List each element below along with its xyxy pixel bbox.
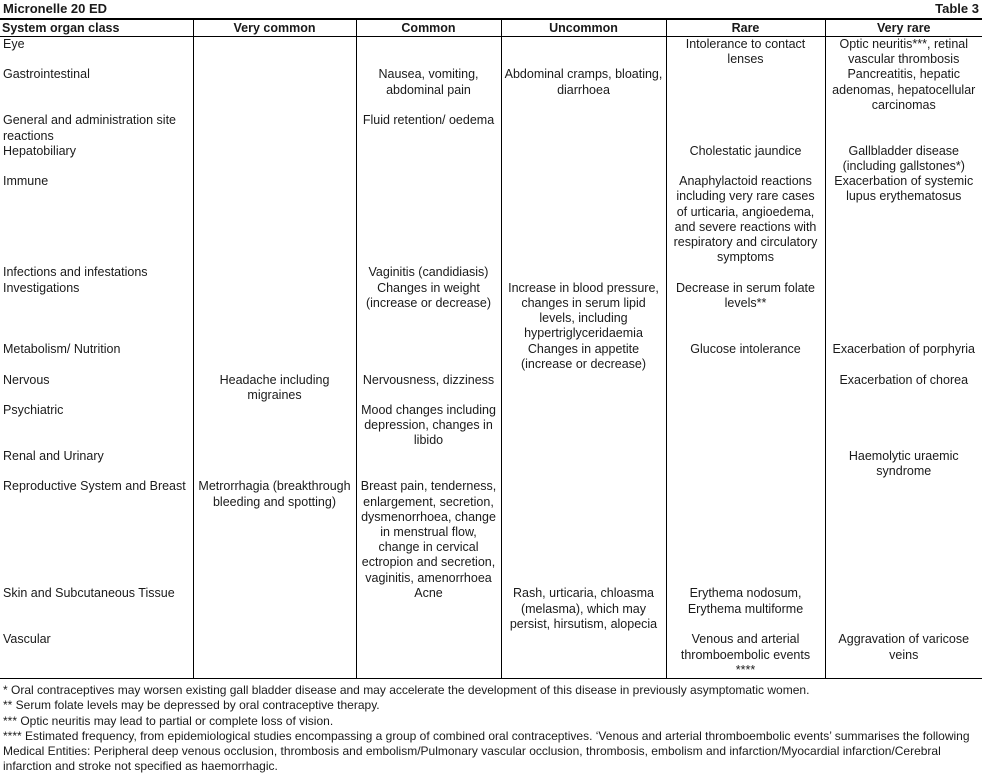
frequency-cell: Headache including migraines xyxy=(193,373,356,403)
frequency-cell: Acne xyxy=(356,586,501,632)
frequency-cell xyxy=(193,586,356,632)
frequency-cell: Glucose intolerance xyxy=(666,342,825,373)
frequency-cell: Nausea, vomiting, abdominal pain xyxy=(356,67,501,113)
system-organ-class-cell: Reproductive System and Breast xyxy=(3,479,186,494)
frequency-cell: Changes in weight (increase or decrease) xyxy=(356,281,501,342)
frequency-cell xyxy=(501,144,666,174)
frequency-cell xyxy=(193,37,356,68)
frequency-cell xyxy=(666,449,825,479)
table-number: Table 3 xyxy=(935,1,979,16)
frequency-cell xyxy=(193,67,356,113)
table-title-bar xyxy=(1,0,981,18)
frequency-cell xyxy=(193,265,356,280)
frequency-cell: Mood changes including depression, changes in libido xyxy=(356,403,501,449)
table-row xyxy=(0,174,982,265)
frequency-cell xyxy=(356,342,501,373)
frequency-cell xyxy=(501,174,666,265)
table-body xyxy=(0,37,982,679)
frequency-cell: Exacerbation of systemic lupus erythematosus xyxy=(825,174,982,265)
table-row xyxy=(0,586,982,632)
frequency-cell: Breast pain, tenderness, enlargement, secretion, dysmenorrhoea, change in menstrual flow, change in cervical ectropion and secretion, vaginitis, amenorrhoea xyxy=(356,479,501,586)
frequency-cell: Vaginitis (candidiasis) xyxy=(356,265,501,280)
table-row xyxy=(0,632,982,678)
frequency-cell: Increase in blood pressure, changes in serum lipid levels, including hypertriglyceridaemia xyxy=(501,281,666,342)
column-header: System organ class xyxy=(0,19,193,37)
column-header: Very common xyxy=(193,19,356,37)
system-organ-class-cell: Metabolism/ Nutrition xyxy=(3,341,121,356)
table-row xyxy=(0,342,982,373)
frequency-cell xyxy=(825,265,982,280)
frequency-cell xyxy=(666,67,825,113)
system-organ-class-cell: Nervous xyxy=(3,372,50,387)
frequency-cell xyxy=(666,373,825,403)
frequency-cell: Cholestatic jaundice xyxy=(666,144,825,174)
system-organ-class-cell: Eye xyxy=(3,37,25,51)
frequency-cell: Pancreatitis, hepatic adenomas, hepatocellular carcinomas xyxy=(825,67,982,113)
frequency-cell xyxy=(825,403,982,449)
frequency-cell xyxy=(193,174,356,265)
footnote: *** Optic neuritis may lead to partial or complete loss of vision. xyxy=(3,713,334,728)
frequency-cell xyxy=(501,403,666,449)
frequency-cell xyxy=(356,632,501,678)
frequency-cell xyxy=(501,479,666,586)
table-row xyxy=(0,449,982,479)
table-header-row xyxy=(0,19,982,37)
frequency-cell xyxy=(666,403,825,449)
frequency-cell xyxy=(666,113,825,143)
frequency-cell xyxy=(501,113,666,143)
frequency-cell: Rash, urticaria, chloasma (melasma), which may persist, hirsutism, alopecia xyxy=(501,586,666,632)
frequency-cell xyxy=(825,586,982,632)
table-row xyxy=(0,144,982,174)
table-row xyxy=(0,113,982,143)
frequency-cell xyxy=(501,449,666,479)
system-organ-class-cell: Immune xyxy=(3,174,49,189)
footnotes xyxy=(3,683,978,775)
frequency-cell xyxy=(825,113,982,143)
frequency-cell: Gallbladder disease (including gallstones*) xyxy=(825,144,982,174)
frequency-cell xyxy=(193,144,356,174)
frequency-cell: Changes in appetite (increase or decrease) xyxy=(501,342,666,373)
table-row xyxy=(0,281,982,342)
frequency-cell xyxy=(501,373,666,403)
column-header: Very rare xyxy=(825,19,982,37)
frequency-cell: Fluid retention/ oedema xyxy=(356,113,501,143)
frequency-cell xyxy=(666,265,825,280)
system-organ-class-cell: Renal and Urinary xyxy=(3,449,104,464)
system-organ-class-cell: General and administration site reactions xyxy=(3,113,177,143)
footnote: **** Estimated frequency, from epidemiological studies encompassing a group of combined oral contraceptives. ‘Venous and arterial thromboembolic events’ summarises the following Medical Entities: Peripheral deep venous occlusion, thrombosis and embolism/Pulmonary vascular occlusion, thrombosis, embolism and infarction/Myocardial infarction/Cerebral infarction and stroke not specified as haemorrhagic. xyxy=(3,728,970,774)
frequency-cell xyxy=(356,144,501,174)
column-header: Common xyxy=(356,19,501,37)
frequency-cell xyxy=(501,632,666,678)
table-row xyxy=(0,37,982,68)
system-organ-class-cell: Investigations xyxy=(3,280,80,295)
system-organ-class-cell: Hepatobiliary xyxy=(3,143,76,158)
frequency-cell xyxy=(193,403,356,449)
frequency-cell xyxy=(193,281,356,342)
frequency-cell: Exacerbation of chorea xyxy=(825,373,982,403)
column-header: Rare xyxy=(666,19,825,37)
table-row xyxy=(0,373,982,403)
column-header: Uncommon xyxy=(501,19,666,37)
frequency-cell xyxy=(501,37,666,68)
frequency-cell xyxy=(825,479,982,586)
system-organ-class-cell: Psychiatric xyxy=(3,403,64,418)
frequency-cell xyxy=(666,479,825,586)
frequency-cell xyxy=(501,265,666,280)
frequency-cell: Decrease in serum folate levels** xyxy=(666,281,825,342)
frequency-cell xyxy=(193,342,356,373)
frequency-cell: Exacerbation of porphyria xyxy=(825,342,982,373)
frequency-cell: Intolerance to contact lenses xyxy=(666,37,825,68)
system-organ-class-cell: Vascular xyxy=(0,632,193,678)
frequency-cell xyxy=(356,174,501,265)
system-organ-class-cell: Infections and infestations xyxy=(3,265,148,280)
footnote: ** Serum folate levels may be depressed by oral contraceptive therapy. xyxy=(3,698,380,713)
table-row xyxy=(0,479,982,586)
frequency-cell xyxy=(825,281,982,342)
frequency-cell xyxy=(356,37,501,68)
frequency-cell xyxy=(193,632,356,678)
frequency-cell: Nervousness, dizziness xyxy=(356,373,501,403)
footnote: * Oral contraceptives may worsen existing gall bladder disease and may accelerate the development of this disease in previously asymptomatic women. xyxy=(3,683,810,697)
system-organ-class-cell: Gastrointestinal xyxy=(3,67,90,82)
frequency-cell: Anaphylactoid reactions including very rare cases of urticaria, angioedema, and severe reactions with respiratory and circulatory symptoms xyxy=(666,174,825,265)
table-row xyxy=(0,67,982,113)
frequency-cell: Aggravation of varicose veins xyxy=(825,632,982,678)
frequency-cell xyxy=(193,113,356,143)
frequency-cell: Venous and arterial thromboembolic events **** xyxy=(666,632,825,678)
product-title: Micronelle 20 ED xyxy=(3,1,108,16)
adverse-reactions-table xyxy=(0,18,982,679)
table-row xyxy=(0,265,982,280)
frequency-cell: Abdominal cramps, bloating, diarrhoea xyxy=(501,67,666,113)
frequency-cell xyxy=(356,449,501,479)
frequency-cell: Optic neuritis***, retinal vascular thrombosis xyxy=(825,37,982,68)
frequency-cell: Erythema nodosum, Erythema multiforme xyxy=(666,586,825,632)
system-organ-class-cell: Skin and Subcutaneous Tissue xyxy=(3,586,175,601)
frequency-cell: Metrorrhagia (breakthrough bleeding and spotting) xyxy=(193,479,356,586)
frequency-cell xyxy=(193,449,356,479)
table-row xyxy=(0,403,982,449)
frequency-cell: Haemolytic uraemic syndrome xyxy=(825,449,982,479)
